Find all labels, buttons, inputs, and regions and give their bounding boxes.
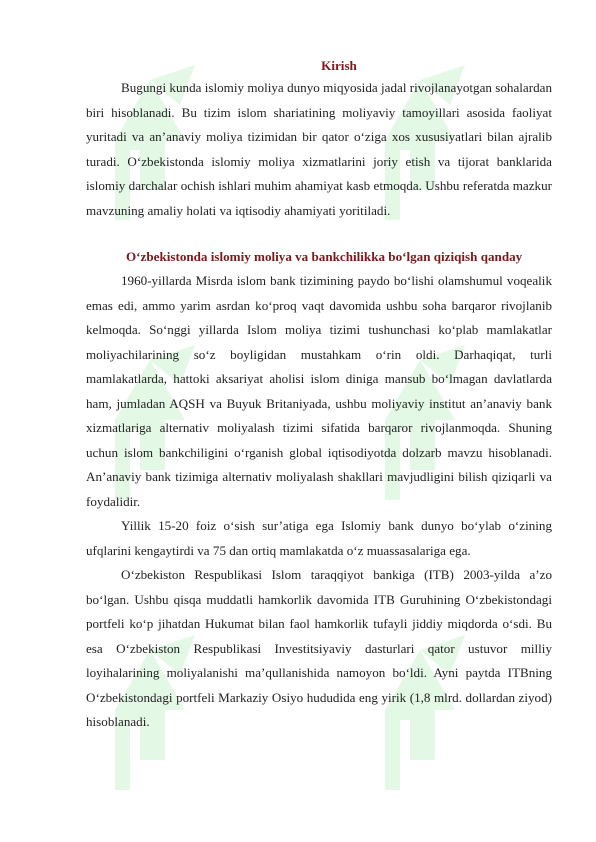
section-heading-intro: Kirish [321, 58, 357, 73]
section-heading-interest: O‘zbekistonda islomiy moliya va bankchilikka bo‘lgan qiziqish qanday [126, 249, 523, 264]
body-paragraph: 1960-yillarda Misrda islom bank tizimining paydo bo‘lishi olamshumul voqealik emas edi, ammo yarim asrdan ko‘proq vaqt davomida ushbu soha barqaror rivojlanib kelmoqda. So‘nggi yillarda Islom moliya tizimi tushunchasi ko‘plab mamlakatlar moliyachilarining so‘z boyligidan mustahkam o‘rin oldi. Darhaqiqat, turli mamlakatlarda, hattoki aksariyat aholisi islom diniga mansub bo‘lmagan davlatlarda ham, jumladan AQSH va Buyuk Britaniyada, ushbu moliyaviy institut an’anaviy bank xizmatlariga alternativ moliyalash tizimi sifatida barqaror rivojlanmoqda. Shuning uchun islom bankchiligini o‘rganish global iqtisodiyotda dolzarb mavzu hisoblanadi. An’anaviy bank tizimiga alternativ moliyalash shakllari mavjudligini bilish qiziqarli va foydalidir. [86, 273, 552, 509]
intro-paragraph: Bugungi kunda islomiy moliya dunyo miqyosida jadal rivojlanayotgan sohalardan biri hisoblanadi. Bu tizim islom shariatining moliyaviy tamoyillari asosida faoliyat yuritadi va an’anaviy moliya tizimidan bir qator o‘ziga xos xususiyatlari bilan ajralib turadi. O‘zbekistonda islomiy moliya xizmatlarini joriy etish va tijorat banklarida islomiy darchalar ochish ishlari muhim ahamiyat kasb etmoqda. Ushbu referatda mazkur mavzuning amaliy holati va iqtisodiy ahamiyati yoritiladi. [86, 80, 552, 218]
document-body [86, 56, 552, 735]
body-paragraph: O‘zbekiston Respublikasi Islom taraqqiyot bankiga (ITB) 2003-yilda a’zo bo‘lgan. Ushbu qisqa muddatli hamkorlik davomida ITB Guruhining O‘zbekistondagi portfeli ko‘p jihatdan Hukumat bilan faol hamkorlik tufayli jiddiy miqdorda o‘sdi. Bu esa O‘zbekiston Respublikasi Investitsiyaviy dasturlari qator ustuvor milliy loyihalarining moliyalanishi ma’qullanishida namoyon bo‘ldi. Ayni paytda ITBning O‘zbekistondagi portfeli Markaziy Osiyo hududida eng yirik (1,8 mlrd. dollardan ziyod) hisoblanadi. [86, 567, 552, 729]
spacer [86, 223, 552, 243]
body-paragraph: Yillik 15-20 foiz o‘sish sur’atiga ega Islomiy bank dunyo bo‘ylab o‘zining ufqlarini kengaytirdi va 75 dan ortiq mamlakatda o‘z muassasalariga ega. [86, 518, 552, 558]
